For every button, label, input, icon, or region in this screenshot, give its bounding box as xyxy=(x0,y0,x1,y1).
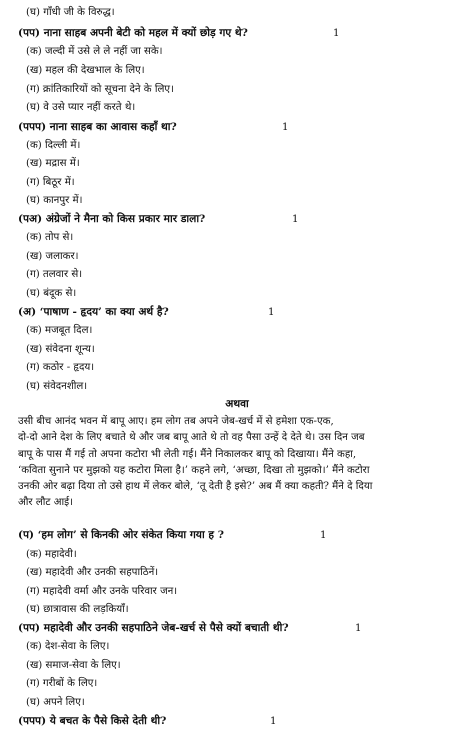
passage-line: उनकी ओर बढ़ा दिया तो उसे हाथ में लेकर बोले, ‘तू देती है इसे?’ अब मैं क्या कहती? मैंने दे दिया xyxy=(18,481,373,493)
question-3: (पअ) अंग्रेजों ने मैना को किस प्रकार मार डाला? xyxy=(18,213,206,225)
question-5: (प) ‘हम लोग’ से किनकी ओर संकेत किया गया ह ? xyxy=(18,529,224,541)
question-1-marks: 1 xyxy=(333,28,340,39)
question-7-marks: 1 xyxy=(270,716,277,727)
question-2: (पपप) नाना साहब का आवास कहाँ था? xyxy=(18,121,177,133)
q2-option-d: (घ) कानपुर में। xyxy=(26,195,83,206)
q4-option-a: (क) मजबूत दिल। xyxy=(26,325,93,336)
q6-option-a: (क) देश-सेवा के लिए। xyxy=(26,641,110,652)
q5-option-a: (क) महादेवी। xyxy=(26,549,77,560)
passage-line: उसी बीच आनंद भवन में बापू आए। हम लोग तब अपने जेब-खर्च में से हमेशा एक-एक, xyxy=(18,416,334,427)
q6-option-d: (घ) अपने लिए। xyxy=(26,697,85,708)
q1-option-a: (क) जल्दी में उसे ले ले नहीं जा सके। xyxy=(26,46,163,57)
q5-option-d: (घ) छात्रावास की लड़कियाँ। xyxy=(26,604,129,615)
q4-option-c: (ग) कठोर - हृदय। xyxy=(26,362,95,373)
q0-option-d: (घ) गाँधी जी के विरुद्ध। xyxy=(26,7,115,18)
question-5-marks: 1 xyxy=(320,530,327,541)
q3-option-a: (क) तोप से। xyxy=(26,232,74,243)
passage-line: ‘कविता सुनाने पर मुझको यह कटोरा मिला है।’ कहने लगे, ‘अच्छा, दिखा तो मुझको।’ मैंने कटोरा xyxy=(18,464,370,476)
q3-option-c: (ग) तलवार से। xyxy=(26,269,83,280)
q2-option-c: (ग) बिठूर में। xyxy=(26,177,75,188)
section-heading: अथवा xyxy=(225,398,249,410)
question-6-marks: 1 xyxy=(355,623,362,634)
q3-option-d: (घ) बंदूक से। xyxy=(26,288,77,299)
q5-option-b: (ख) महादेवी और उनकी सहपाठिनें। xyxy=(26,567,159,578)
q1-option-b: (ख) महल की देखभाल के लिए। xyxy=(26,65,145,76)
question-7: (पपप) ये बचत के पैसे किसे देती थी? xyxy=(18,715,167,727)
question-2-marks: 1 xyxy=(282,122,289,133)
q1-option-d: (घ) वे उसे प्यार नहीं करते थे। xyxy=(26,102,136,113)
q2-option-a: (क) दिल्ली में। xyxy=(26,140,81,151)
passage-line: दो-दो आने देश के लिए बचाते थे और जब बापू आते थे तो वह पैसा उन्हें दे देते थे। उस दिन जब xyxy=(18,432,365,444)
q5-option-c: (ग) महादेवी वर्मा और उनके परिवार जन। xyxy=(26,586,178,597)
q3-option-b: (ख) जलाकर। xyxy=(26,251,79,262)
q1-option-c: (ग) क्रांतिकारियों को सूचना देने के लिए। xyxy=(26,84,174,95)
passage-line: और लौट आई। xyxy=(18,497,74,509)
passage-line: बापू के पास मैं गई तो अपना कटोरा भी लेती गई। मैंने निकालकर बापू को दिखाया। मैंने कहा, xyxy=(18,448,357,460)
q4-option-d: (घ) संवेदनशील। xyxy=(26,381,88,392)
question-4: (अ) ‘पाषाण - हृदय’ का क्या अर्थ है? xyxy=(18,306,169,318)
q2-option-b: (ख) मद्रास में। xyxy=(26,158,80,169)
question-4-marks: 1 xyxy=(268,307,275,318)
question-1: (पप) नाना साहब अपनी बेटी को महल में क्यों छोड़ गए थे? xyxy=(18,27,248,39)
question-6: (पप) महादेवी और उनकी सहपाठिने जेब-खर्च से पैसे क्यों बचाती थी? xyxy=(18,622,289,634)
question-3-marks: 1 xyxy=(292,214,299,225)
q6-option-c: (ग) गरीबों के लिए। xyxy=(26,678,98,689)
passage xyxy=(18,414,458,512)
q4-option-b: (ख) संवेदना शून्य। xyxy=(26,344,95,355)
q6-option-b: (ख) समाज-सेवा के लिए। xyxy=(26,660,121,671)
